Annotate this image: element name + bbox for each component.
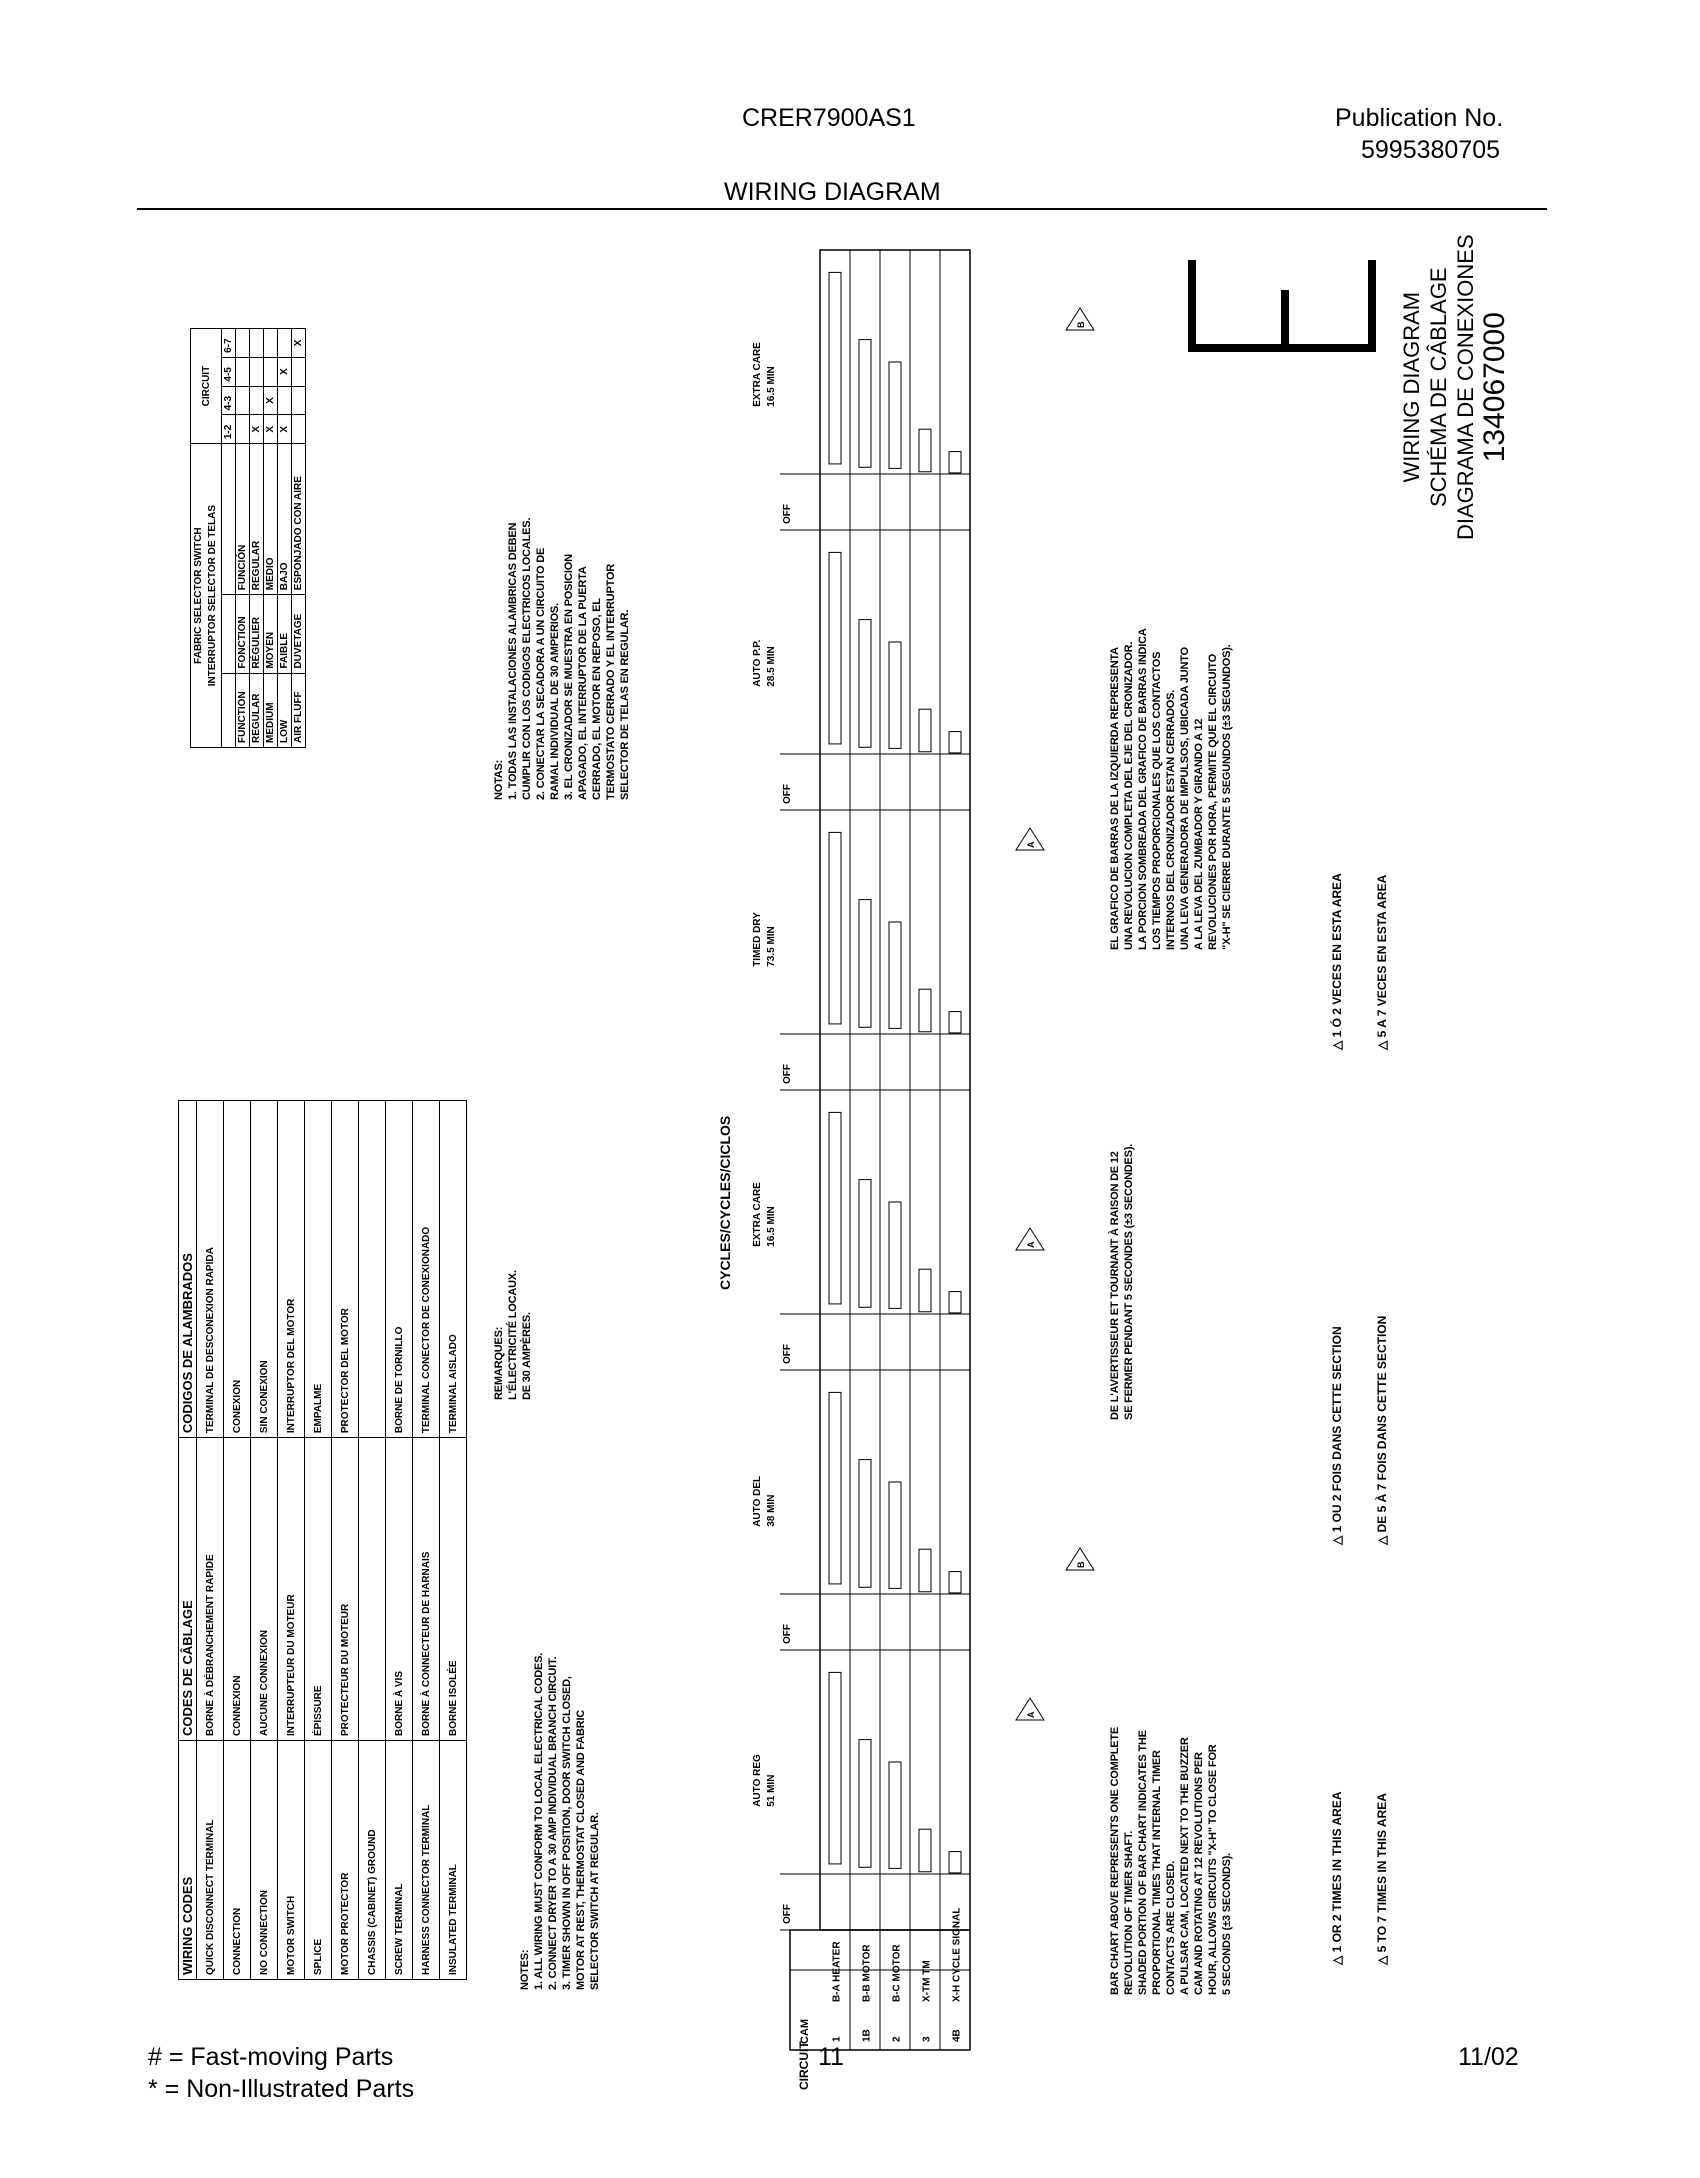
timing-bar [919, 1269, 931, 1312]
note-line: DE 30 AMPÈRES. [521, 1312, 533, 1400]
note-line: 2. CONNECT DRYER TO A 30 AMP INDIVIDUAL BRANCH CIRCUIT. [547, 1656, 559, 1990]
notes-fr-title: REMARQUES: [493, 1326, 505, 1400]
timing-bar [829, 1112, 841, 1304]
note-line: SELECTOR DE TELAS EN REGULAR. [619, 609, 631, 800]
wiring-code-cell: CONNECTION [224, 1741, 251, 1980]
segment-name: AUTO DEL [752, 1475, 763, 1527]
fabric-setting-cell: FAIBLE [278, 595, 292, 673]
timing-bar [859, 1460, 871, 1588]
circuit-mark-cell [236, 386, 250, 415]
table-row [359, 1101, 386, 1980]
off-label: OFF [782, 504, 793, 524]
fabric-setting-cell: DUVETAGE [292, 595, 306, 673]
cam-number: 2 [891, 2036, 903, 2042]
table-row [250, 329, 264, 748]
wiring-code-cell: CONEXION [224, 1101, 251, 1438]
table-row [264, 329, 278, 748]
cam-circuit: X-H CYCLE SIGNAL [951, 1907, 963, 2002]
circuit-mark-cell [264, 329, 278, 358]
circuit-mark-cell: X [292, 329, 306, 358]
bar-note-line: CAM AND ROTATING AT 12 REVOLUTIONS PER [1193, 1752, 1205, 1995]
bar-note-line: SE FERMER PENDANT 5 SECONDES (±3 SECONDES). [1123, 1143, 1135, 1420]
marker-b-icon: △ [1375, 1955, 1389, 1965]
fabric-circuit-header: CIRCUIT [191, 329, 222, 444]
timing-bar [889, 642, 901, 748]
header-rule [137, 208, 1547, 210]
wiring-code-cell: SIN CONEXION [251, 1101, 278, 1438]
bar-note-line: EL GRAFICO DE BARRAS DE LA IZQUIERDA REPRESENTA [1109, 647, 1121, 950]
wiring-code-cell: AUCUNE CONNEXION [251, 1438, 278, 1741]
marker-b-icon: △ [1375, 1040, 1389, 1050]
table-row [197, 1101, 224, 1980]
timing-bar [889, 1762, 901, 1868]
wiring-codes-header-es: CODIGOS DE ALAMBRADOS [179, 1101, 197, 1438]
publication-number: 5995380705 [1361, 136, 1501, 164]
bar-note-line: LOS TIEMPOS PROPORCIONALES QUE LOS CONTACTOS [1151, 651, 1163, 950]
timing-bar [829, 1392, 841, 1584]
note-line: 3. TIMER SHOWN IN OFF POSITION, DOOR SWITCH CLOSED, [561, 1676, 573, 1990]
note-line: MOTOR AT REST, THERMOSTAT CLOSED AND FABRIC [575, 1709, 587, 1990]
title-line-2: SCHÉMA DE CÂBLAGE [1426, 267, 1451, 508]
wiring-code-cell: HARNESS CONNECTOR TERMINAL [413, 1741, 440, 1980]
timing-bar [829, 272, 841, 464]
timing-bar [949, 1572, 961, 1593]
timing-bar [919, 1829, 931, 1872]
timing-bar [859, 900, 871, 1028]
section-title: WIRING DIAGRAM [724, 178, 941, 206]
fabric-setting-cell: FUNCIÓN [236, 444, 250, 595]
wiring-code-cell: MOTOR SWITCH [278, 1741, 305, 1980]
note-line: CERRADO, EL MOTOR EN REPOSO, EL [591, 598, 603, 800]
note-line: 1. ALL WIRING MUST CONFORM TO LOCAL ELECTRICAL CODES. [533, 1652, 545, 1990]
timing-bar [829, 832, 841, 1024]
wiring-codes-header-fr: CODES DE CÂBLAGE [179, 1438, 197, 1741]
marker-a-icon: △ [1330, 1535, 1344, 1545]
wiring-code-cell: NO CONNECTION [251, 1741, 278, 1980]
notes-es [492, 518, 632, 800]
circuit-mark-cell [292, 357, 306, 386]
wiring-code-cell: QUICK DISCONNECT TERMINAL [197, 1741, 224, 1980]
wiring-code-cell: INTERRUPTEUR DU MOTEUR [278, 1438, 305, 1741]
note-line: APAGADO, EL INTERRUPTOR DE LA PUERTA [577, 566, 589, 800]
fabric-setting-cell: RÉGULIER [250, 595, 264, 673]
timing-bar [889, 1202, 901, 1308]
legend-a-en: △ 1 OR 2 TIMES IN THIS AREA [1330, 1791, 1344, 1965]
legend-non-illustrated: * = Non-Illustrated Parts [148, 2075, 415, 2103]
timing-bar [829, 552, 841, 744]
timing-bar [949, 1012, 961, 1033]
wiring-code-cell: BORNE À DÉBRANCHEMENT RAPIDE [197, 1438, 224, 1741]
timing-bar [949, 1292, 961, 1313]
legend-fast-moving: # = Fast-moving Parts [148, 2043, 394, 2071]
circuit-mark-cell [236, 415, 250, 444]
wiring-code-cell: INSULATED TERMINAL [440, 1741, 467, 1980]
segment-name: AUTO P.P. [752, 639, 763, 687]
blank-cell [222, 444, 236, 595]
notes-fr [492, 1270, 534, 1400]
bar-note-line: LA PORCION SOMBREADA DEL GRAFICO DE BARRAS INDICA [1137, 628, 1149, 950]
segment-time: 16.5 MIN [766, 366, 777, 407]
wiring-code-cell: SCREW TERMINAL [386, 1741, 413, 1980]
fabric-setting-cell: BAJO [278, 444, 292, 595]
off-label: OFF [782, 1904, 793, 1924]
cam-circuit: B-C MOTOR [891, 1944, 903, 2002]
wiring-code-cell: BORNE À VIS [386, 1438, 413, 1741]
marker-b-icon: △ [1375, 1535, 1389, 1545]
model-number: CRER7900AS1 [742, 104, 916, 132]
bar-note-line: A PULSAR CAM, LOCATED NEXT TO THE BUZZER [1179, 1737, 1191, 1995]
circuit-col: 1-2 [222, 415, 236, 444]
bar-note-line: UNA REVOLUCION COMPLETA DEL EJE DEL CRONIZADOR. [1123, 641, 1135, 950]
timing-bar [919, 1549, 931, 1592]
timing-bar [949, 452, 961, 473]
segment-name: AUTO REG [752, 1754, 763, 1807]
legend-b-en: △ 5 TO 7 TIMES IN THIS AREA [1375, 1793, 1389, 1965]
legend-a-es: △ 1 Ó 2 VECES EN ESTA AREA [1330, 873, 1344, 1050]
segment-name: EXTRA CARE [752, 342, 763, 407]
note-line: TERMOSTATO CERRADO Y EL INTERRUPTOR [605, 563, 617, 800]
table-row [251, 1101, 278, 1980]
wiring-code-cell [359, 1101, 386, 1438]
timing-bar [949, 732, 961, 753]
fabric-setting-cell: MEDIO [264, 444, 278, 595]
bar-note-line: BAR CHART ABOVE REPRESENTS ONE COMPLETE [1109, 1726, 1121, 1995]
table-row [386, 1101, 413, 1980]
circuit-mark-cell [236, 357, 250, 386]
timing-bar [859, 1740, 871, 1868]
table-row [413, 1101, 440, 1980]
circuit-mark-cell: X [264, 386, 278, 415]
circuit-mark-cell [278, 329, 292, 358]
circuit-mark-cell [264, 357, 278, 386]
bar-note-line: "X-H" SE CIERRE DURANTE 5 SEGUNDOS (±3 SEGUNDOS). [1221, 644, 1233, 950]
bar-notes-es [1108, 628, 1234, 950]
segment-time: 28.5 MIN [766, 646, 777, 687]
wiring-code-cell: CONNEXION [224, 1438, 251, 1741]
timing-bar [919, 429, 931, 472]
fabric-selector-table [190, 328, 306, 748]
note-line: 2. CONECTAR LA SECADORA A UN CIRCUITO DE [535, 547, 547, 800]
timing-bar [919, 989, 931, 1032]
bar-note-line: HOUR, ALLOWS CIRCUITS "X-H" TO CLOSE FOR [1207, 1744, 1219, 1995]
circuit-mark-cell: X [278, 415, 292, 444]
timing-bar [889, 1482, 901, 1588]
timing-bar [859, 620, 871, 748]
fabric-selector-title: FABRIC SELECTOR SWITCH INTERRUPTOR SELECTOR DE TELAS [191, 444, 222, 748]
bar-note-line: INTERNOS DEL CRONIZADOR ESTAN CERRADOS. [1165, 689, 1177, 950]
bar-note-line: CONTACTS ARE CLOSED. [1165, 1860, 1177, 1995]
bar-note-line: PROPORTIONAL TIMES THAT INTERNAL TIMER [1151, 1750, 1163, 1995]
note-line: SELECTOR SWITCH AT REGULAR. [589, 1812, 601, 1990]
area-marker-letter: A [1026, 1711, 1036, 1718]
timing-bar [919, 709, 931, 752]
wiring-code-cell: TERMINAL DE DESCONEXION RAPIDA [197, 1101, 224, 1438]
bar-note-line: DE L'AVERTISSEUR ET TOURNANT À RAISON DE 12 [1109, 1151, 1121, 1420]
table-row [332, 1101, 359, 1980]
wiring-code-cell: BORNE DE TORNILLO [386, 1101, 413, 1438]
legend-a-fr: △ 1 OU 2 FOIS DANS CETTE SECTION [1330, 1326, 1344, 1545]
timing-bar [859, 340, 871, 468]
note-line: 3. EL CRONIZADOR SE MUESTRA EN POSICION [563, 554, 575, 800]
area-marker-letter: A [1026, 1241, 1036, 1248]
notes-en-title: NOTES: [519, 1949, 531, 1990]
bar-note-line: A LA LEVA DEL ZUMBADOR Y GIRANDO A 12 [1193, 718, 1205, 950]
title-part-number: 134067000 [1478, 312, 1511, 463]
note-line: RAMAL INDIVIDUAL DE 30 AMPERIOS. [549, 603, 561, 800]
fabric-setting-cell: ESPONJADO CON AIRE [292, 444, 306, 595]
wiring-code-cell [359, 1438, 386, 1741]
notes-es-title: NOTAS: [493, 759, 505, 800]
cycles-bar-chart [700, 240, 1160, 2090]
bar-note-line: REVOLUTION OF TIMER SHAFT. [1123, 1830, 1135, 1995]
circuit-mark-cell [292, 415, 306, 444]
cam-circuit: B-B MOTOR [861, 1944, 873, 2002]
cam-circuit: X-TM TM [921, 1960, 933, 2002]
wiring-code-cell: TERMINAL CONECTOR DE CONEXIONADO [413, 1101, 440, 1438]
segment-time: 73.5 MIN [766, 926, 777, 967]
area-marker-letter: B [1076, 1561, 1086, 1568]
wiring-code-cell: INTERRUPTOR DEL MOTOR [278, 1101, 305, 1438]
marker-a-icon: △ [1330, 1040, 1344, 1050]
fabric-setting-cell: REGULAR [250, 673, 264, 747]
area-marker-letter: A [1026, 841, 1036, 848]
segment-time: 38 MIN [766, 1494, 777, 1527]
table-row [224, 1101, 251, 1980]
segment-name: TIMED DRY [752, 912, 763, 967]
table-row [278, 329, 292, 748]
wiring-code-cell: TERMINAL AISLADO [440, 1101, 467, 1438]
date: 11/02 [1458, 2043, 1519, 2071]
wiring-code-cell: PROTECTOR DEL MOTOR [332, 1101, 359, 1438]
wiring-code-cell: BORNE ISOLÉE [440, 1438, 467, 1741]
bar-notes-fr [1108, 1144, 1136, 1420]
circuit-mark-cell [250, 357, 264, 386]
blank-cell [222, 673, 236, 747]
wiring-code-cell: BORNE À CONNECTEUR DE HARNAIS [413, 1438, 440, 1741]
circuit-col: 4-5 [222, 357, 236, 386]
fabric-setting-cell: AIR FLUFF [292, 673, 306, 747]
marker-a-icon: △ [1330, 1955, 1344, 1965]
title-line-3: DIAGRAMA DE CONEXIONES [1453, 234, 1478, 540]
title-line-1: WIRING DIAGRAM [1399, 291, 1424, 483]
legend-b-es: △ 5 A 7 VECES EN ESTA AREA [1375, 874, 1389, 1050]
cam-number: 3 [921, 2036, 933, 2042]
page-number: 11 [818, 2043, 844, 2071]
publication-label: Publication No. [1335, 104, 1504, 132]
wiring-code-cell: MOTOR PROTECTOR [332, 1741, 359, 1980]
segment-name: EXTRA CARE [752, 1182, 763, 1247]
table-row [305, 1101, 332, 1980]
off-label: OFF [782, 1344, 793, 1364]
wiring-codes-table [178, 1100, 467, 1980]
circuit-mark-cell [278, 386, 292, 415]
blank-cell [222, 595, 236, 673]
bar-note-line: SHADED PORTION OF BAR CHART INDICATES THE [1137, 1730, 1149, 1995]
circuit-header: CIRCUIT [797, 2041, 811, 2090]
circuit-mark-cell: X [250, 415, 264, 444]
wiring-code-cell: SPLICE [305, 1741, 332, 1980]
fabric-setting-cell: FUNCTION [236, 673, 250, 747]
cam-circuit: B-A HEATER [831, 1941, 843, 2002]
area-marker-letter: B [1076, 321, 1086, 328]
table-row [292, 329, 306, 748]
cam-header: CAM [799, 2018, 811, 2044]
fabric-setting-cell: MOYEN [264, 595, 278, 673]
wiring-code-cell: EMPALME [305, 1101, 332, 1438]
off-label: OFF [782, 1624, 793, 1644]
timing-bar [829, 1672, 841, 1864]
circuit-mark-cell [292, 386, 306, 415]
timing-bar [889, 922, 901, 1028]
table-row [440, 1101, 467, 1980]
legend-b-fr: △ DE 5 À 7 FOIS DANS CETTE SECTION [1375, 1315, 1389, 1545]
note-line: L'ÉLECTRICITÉ LOCAUX. [507, 1270, 519, 1400]
segment-time: 51 MIN [766, 1774, 777, 1807]
circuit-col: 4-3 [222, 386, 236, 415]
title-block-graphic [1180, 250, 1380, 360]
cycles-title: CYCLES/CYCLES/CICLOS [717, 1115, 733, 1290]
fabric-setting-cell: REGULAR [250, 444, 264, 595]
fabric-setting-cell: LOW [278, 673, 292, 747]
circuit-mark-cell: X [278, 357, 292, 386]
bar-notes-en [1108, 1727, 1234, 1995]
cam-number: 1 [831, 2036, 843, 2042]
table-row [278, 1101, 305, 1980]
notes-en [518, 1653, 602, 1990]
title-block-text [1398, 234, 1511, 540]
cam-number: 1B [861, 2029, 873, 2042]
off-label: OFF [782, 1064, 793, 1084]
bar-note-line: 5 SECONDS (±3 SECONDS). [1221, 1852, 1233, 1995]
fabric-setting-cell: MEDIUM [264, 673, 278, 747]
circuit-mark-cell [236, 329, 250, 358]
circuit-mark-cell [250, 386, 264, 415]
circuit-mark-cell [250, 329, 264, 358]
circuit-col: 6-7 [222, 329, 236, 358]
bar-note-line: REVOLUCIONES POR HORA, PERMITE QUE EL CIRCUITO [1207, 654, 1219, 950]
timing-bar [949, 1852, 961, 1873]
wiring-code-cell: ÉPISSURE [305, 1438, 332, 1741]
segment-time: 16.5 MIN [766, 1206, 777, 1247]
timing-bar [889, 362, 901, 468]
off-label: OFF [782, 784, 793, 804]
cam-number: 4B [951, 2029, 963, 2042]
circuit-mark-cell: X [264, 415, 278, 444]
bar-note-line: UNA LEVA GENERADORA DE IMPULSOS, UBICADA JUNTO [1179, 647, 1191, 950]
wiring-codes-header-en: WIRING CODES [179, 1741, 197, 1980]
wiring-code-cell: CHASSIS (CABINET) GROUND [359, 1741, 386, 1980]
note-line: 1. TODAS LAS INSTALACIONES ALAMBRICAS DEBEN [507, 522, 519, 800]
wiring-code-cell: PROTECTEUR DU MOTEUR [332, 1438, 359, 1741]
note-line: CUMPLIR CON LOS CODIGOS ELECTRICOS LOCALES. [521, 517, 533, 800]
timing-bar [859, 1180, 871, 1308]
fabric-setting-cell: FONCTION [236, 595, 250, 673]
table-row [236, 329, 250, 748]
